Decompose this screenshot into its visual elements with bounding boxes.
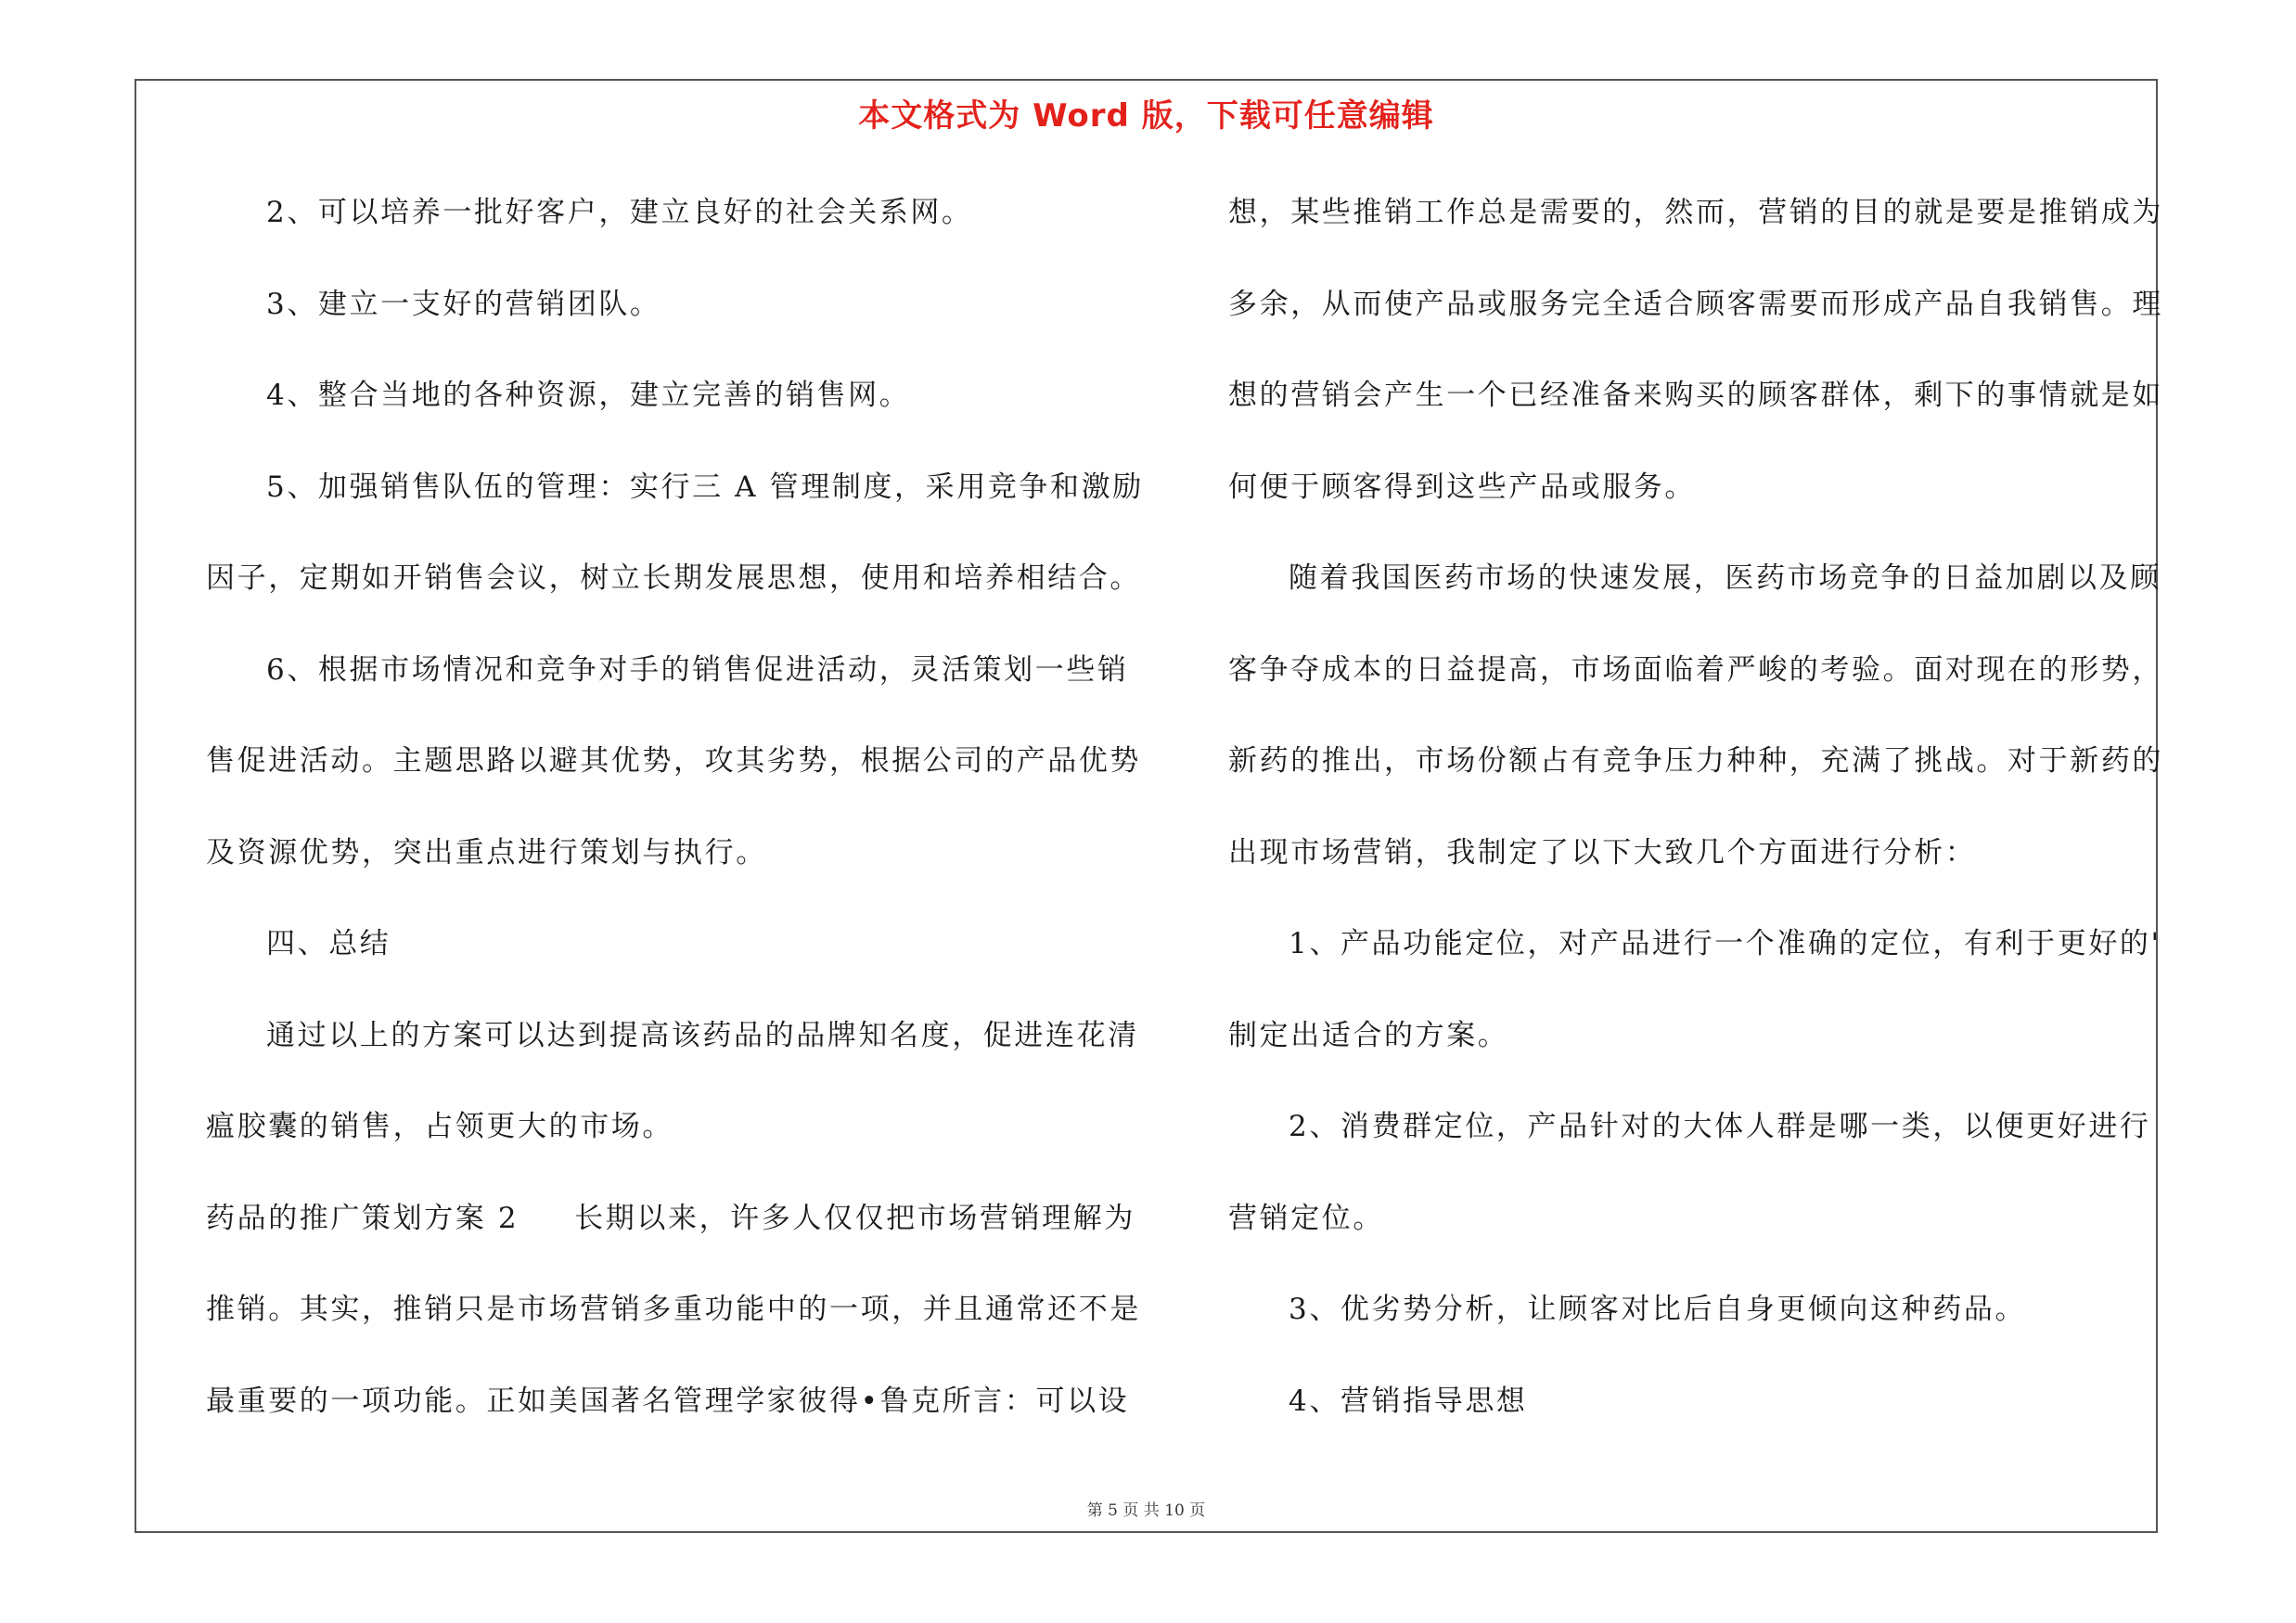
paragraph-line: 瘟胶囊的销售，占领更大的市场。 bbox=[206, 1110, 673, 1143]
paragraph-line: 客争夺成本的日益提高，市场面临着严峻的考验。面对现在的形势， bbox=[1228, 653, 2163, 687]
paragraph-line: 4、整合当地的各种资源，建立完善的销售网。 bbox=[266, 379, 911, 412]
paragraph-line: 因子，定期如开销售会议，树立长期发展思想，使用和培养相结合。 bbox=[206, 561, 1141, 595]
section-heading: 四、总结 bbox=[266, 927, 391, 960]
page-frame bbox=[135, 79, 2163, 1533]
paragraph-line: 想的营销会产生一个已经准备来购买的顾客群体，剩下的事情就是如 bbox=[1228, 379, 2163, 412]
section-heading: 4、营销指导思想 bbox=[1289, 1385, 1528, 1418]
paragraph-line: 随着我国医药市场的快速发展，医药市场竞争的日益加剧以及顾 bbox=[1289, 561, 2161, 595]
paragraph-line: 5、加强销售队伍的管理：实行三 A 管理制度，采用竞争和激励 bbox=[266, 470, 1144, 504]
paragraph-line: 推销。其实，推销只是市场营销多重功能中的一项，并且通常还不是 bbox=[206, 1293, 1141, 1326]
header-banner: 本文格式为 Word 版，下载可任意编辑 bbox=[858, 97, 1434, 135]
paragraph-line: 3、建立一支好的营销团队。 bbox=[266, 288, 661, 321]
paragraph-line: 最重要的一项功能。正如美国著名管理学家彼得•鲁克所言：可以设 bbox=[206, 1385, 1130, 1418]
paragraph-line: 新药的推出，市场份额占有竞争压力种种，充满了挑战。对于新药的 bbox=[1228, 744, 2163, 778]
paragraph-line: 营销定位。 bbox=[1228, 1202, 1384, 1235]
page-number-footer: 第 5 页 共 10 页 bbox=[1086, 1501, 1206, 1520]
paragraph-line: 制定出适合的方案。 bbox=[1228, 1019, 1509, 1052]
paragraph-line: 及资源优势，突出重点进行策划与执行。 bbox=[206, 836, 767, 869]
paragraph-line: 1、产品功能定位，对产品进行一个准确的定位，有利于更好的' bbox=[1289, 927, 2161, 960]
paragraph-line: 想，某些推销工作总是需要的，然而，营销的目的就是要是推销成为 bbox=[1228, 196, 2163, 229]
paragraph-line bbox=[206, 1200, 1134, 1237]
paragraph-line: 何便于顾客得到这些产品或服务。 bbox=[1228, 470, 1696, 504]
paragraph-line: 通过以上的方案可以达到提高该药品的品牌知名度，促进连花清 bbox=[266, 1019, 1139, 1052]
paragraph-line: 6、根据市场情况和竞争对手的销售促进活动，灵活策划一些销 bbox=[266, 653, 1129, 687]
paragraph-line: 3、优劣势分析，让顾客对比后自身更倾向这种药品。 bbox=[1289, 1293, 2027, 1326]
paragraph-line: 出现市场营销，我制定了以下大致几个方面进行分析： bbox=[1228, 836, 1977, 869]
paragraph-line: 2、消费群定位，产品针对的大体人群是哪一类，以便更好进行 bbox=[1289, 1110, 2151, 1143]
paragraph-text: 长期以来，许多人仅仅把市场营销理解为 bbox=[574, 1202, 1135, 1235]
paragraph-line: 多余，从而使产品或服务完全适合顾客需要而形成产品自我销售。理 bbox=[1228, 288, 2163, 321]
document-subtitle: 药品的推广策划方案 2 bbox=[206, 1202, 519, 1235]
paragraph-line: 2、可以培养一批好客户，建立良好的社会关系网。 bbox=[266, 196, 973, 229]
paragraph-line: 售促进活动。主题思路以避其优势，攻其劣势，根据公司的产品优势 bbox=[206, 744, 1141, 778]
